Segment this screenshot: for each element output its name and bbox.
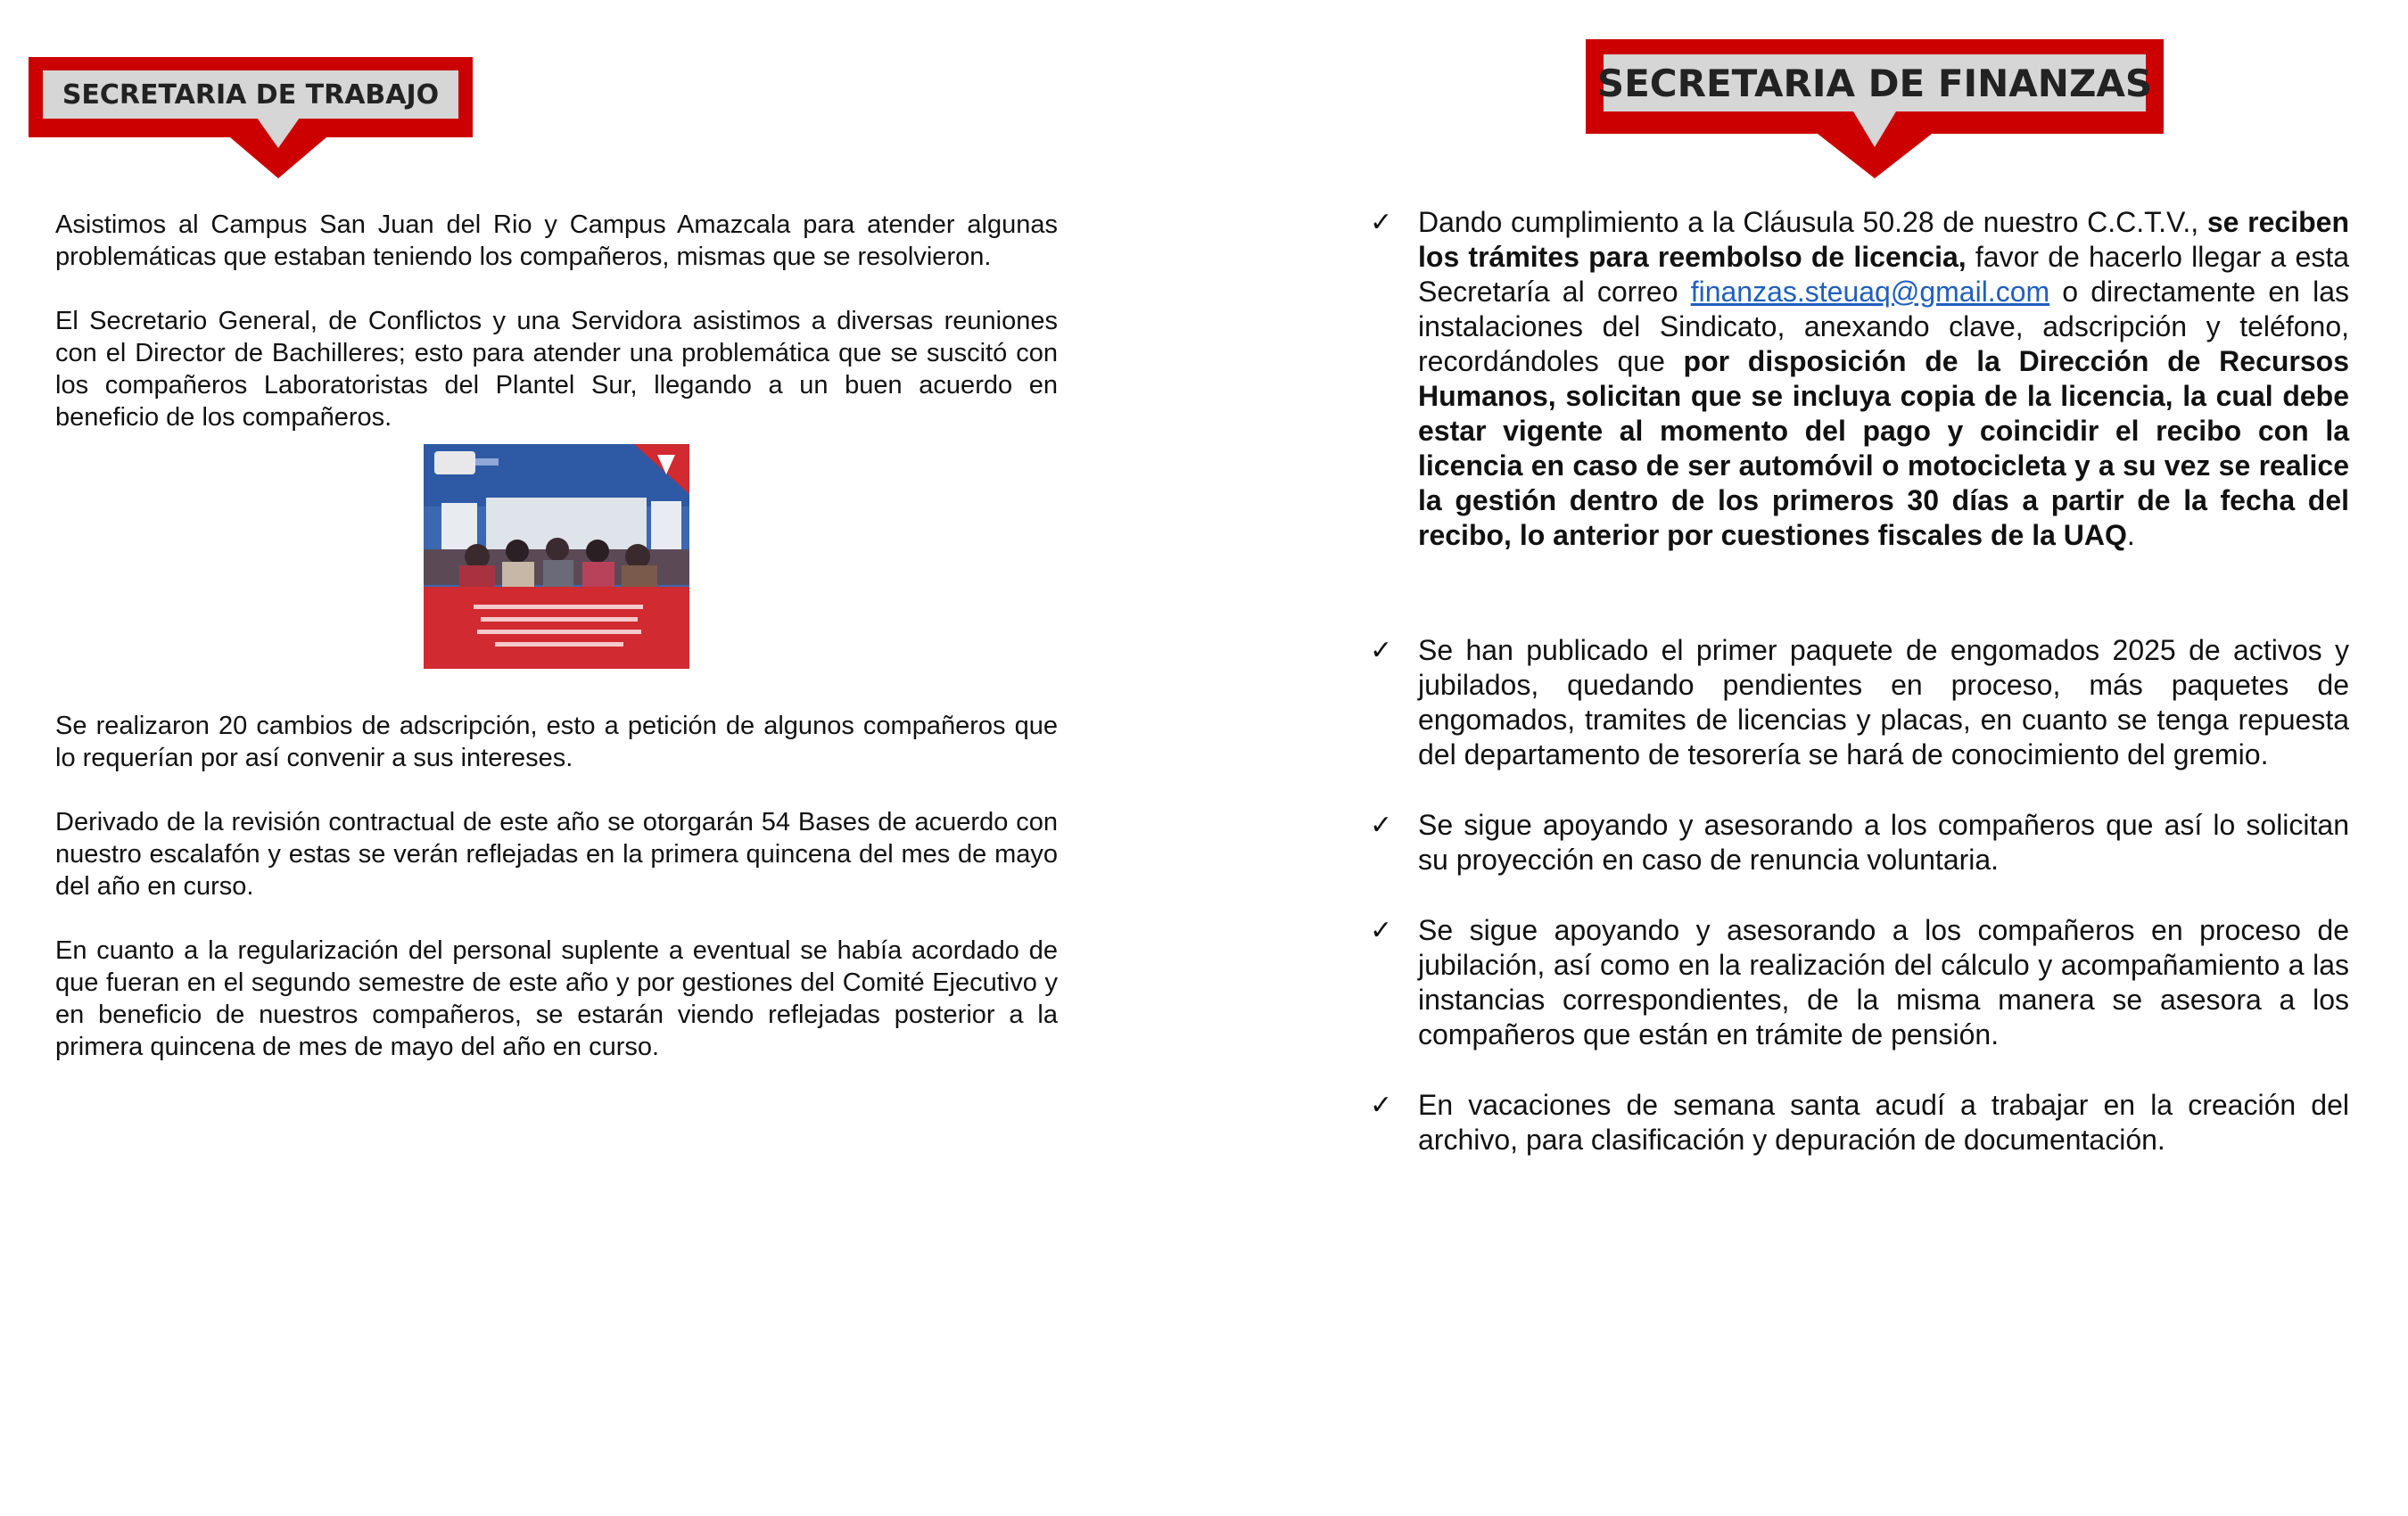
- finanzas-list-item: [1370, 633, 2349, 772]
- checkmark-icon: ✓: [1370, 635, 1393, 666]
- checkmark-icon: ✓: [1370, 810, 1393, 841]
- checkmark-icon: ✓: [1370, 915, 1393, 946]
- item-text: favor de hacerlo llegar a esta Secretaría al correo: [1418, 241, 2350, 308]
- finanzas-list-item: [1370, 808, 2349, 877]
- trabajo-paragraph: En cuanto a la regularización del personal suplente a eventual se había acordado de que fueran en el segundo semestre de este año y por gestiones del Comité Ejecutivo y en beneficio de nuestros compañeros, se estarán viendo reflejadas posterior a la primera quincena de mes de mayo del año en curso.: [55, 936, 1058, 1061]
- trabajo-paragraph: Derivado de la revisión contractual de este año se otorgarán 54 Bases de acuerdo con nuestro escalafón y estas se verán reflejadas en la primera quincena del mes de mayo del año en curso.: [55, 808, 1058, 901]
- checkmark-icon: ✓: [1370, 207, 1393, 238]
- secretaria-finanzas-banner: [1586, 39, 2164, 134]
- email-link[interactable]: finanzas.steuaq@gmail.com: [1690, 276, 2050, 308]
- item-bold-text: por disposición de la Dirección de Recursos Humanos, solicitan que se incluya copia de la licencia, la cual debe estar vigente al momento del pago y coincidir el recibo con la licencia en caso de ser automóvil o motocicleta y a su vez se realice la gestión dentro de los primeros 30 días a partir de la fecha del recibo, lo anterior por cuestiones fiscales de la UAQ: [1418, 345, 2350, 551]
- trabajo-section: [55, 209, 1058, 1095]
- banner-pointer-inner: [257, 118, 300, 148]
- banner-pointer-inner: [1853, 111, 1896, 147]
- item-text: o directamente en las instalaciones del Sindicato, anexando clave, adscripción y teléfono, recordándoles que: [1418, 276, 2350, 377]
- meeting-photo-illustration: [424, 444, 689, 669]
- finanzas-list-item: [1370, 1088, 2349, 1158]
- meeting-photo: [424, 444, 689, 669]
- finanzas-section: [1370, 205, 2349, 1193]
- secretaria-finanzas-title: SECRETARIA DE FINANZAS: [1604, 54, 2146, 111]
- secretaria-trabajo-title: SECRETARIA DE TRABAJO: [43, 70, 458, 119]
- item-text: En vacaciones de semana santa acudí a trabajar en la creación del archivo, para clasificación y depuración de documentación.: [1418, 1089, 2349, 1156]
- finanzas-list-item: [1370, 913, 2349, 1052]
- item-text: .: [2126, 519, 2135, 551]
- item-text: Dando cumplimiento a la Cláusula 50.28 de nuestro C.C.T.V.,: [1418, 206, 2207, 238]
- item-text: Se sigue apoyando y asesorando a los compañeros que así lo solicitan su proyección en caso de renuncia voluntaria.: [1418, 809, 2349, 876]
- secretaria-trabajo-banner: [29, 57, 473, 137]
- item-text: Se sigue apoyando y asesorando a los compañeros en proceso de jubilación, así como en la realización del cálculo y acompañamiento a las instancias correspondientes, de la misma manera se asesora a los compañeros que están en trámite de pensión.: [1418, 914, 2349, 1050]
- item-bold-text: se reciben los trámites para reembolso de licencia,: [1418, 206, 2350, 273]
- finanzas-list-item: [1370, 205, 2349, 553]
- trabajo-paragraph: Asistimos al Campus San Juan del Rio y Campus Amazcala para atender algunas problemáticas que estaban teniendo los compañeros, mismas que se resolvieron.: [55, 210, 1058, 271]
- trabajo-paragraph: Se realizaron 20 cambios de adscripción, esto a petición de algunos compañeros que lo requerían por así convenir a sus intereses.: [55, 712, 1058, 772]
- trabajo-paragraph: El Secretario General, de Conflictos y una Servidora asistimos a diversas reuniones con el Director de Bachilleres; esto para atender una problemática que se suscitó con los compañeros Laboratoristas del Plantel Sur, llegando a un buen acuerdo en beneficio de los compañeros.: [55, 307, 1058, 432]
- checkmark-icon: ✓: [1370, 1090, 1393, 1121]
- item-text: Se han publicado el primer paquete de engomados 2025 de activos y jubilados, quedando pendientes en proceso, más paquetes de engomados, tramites de licencias y placas, en cuanto se tenga repuesta del departamento de tesorería se hará de conocimiento del gremio.: [1418, 634, 2349, 770]
